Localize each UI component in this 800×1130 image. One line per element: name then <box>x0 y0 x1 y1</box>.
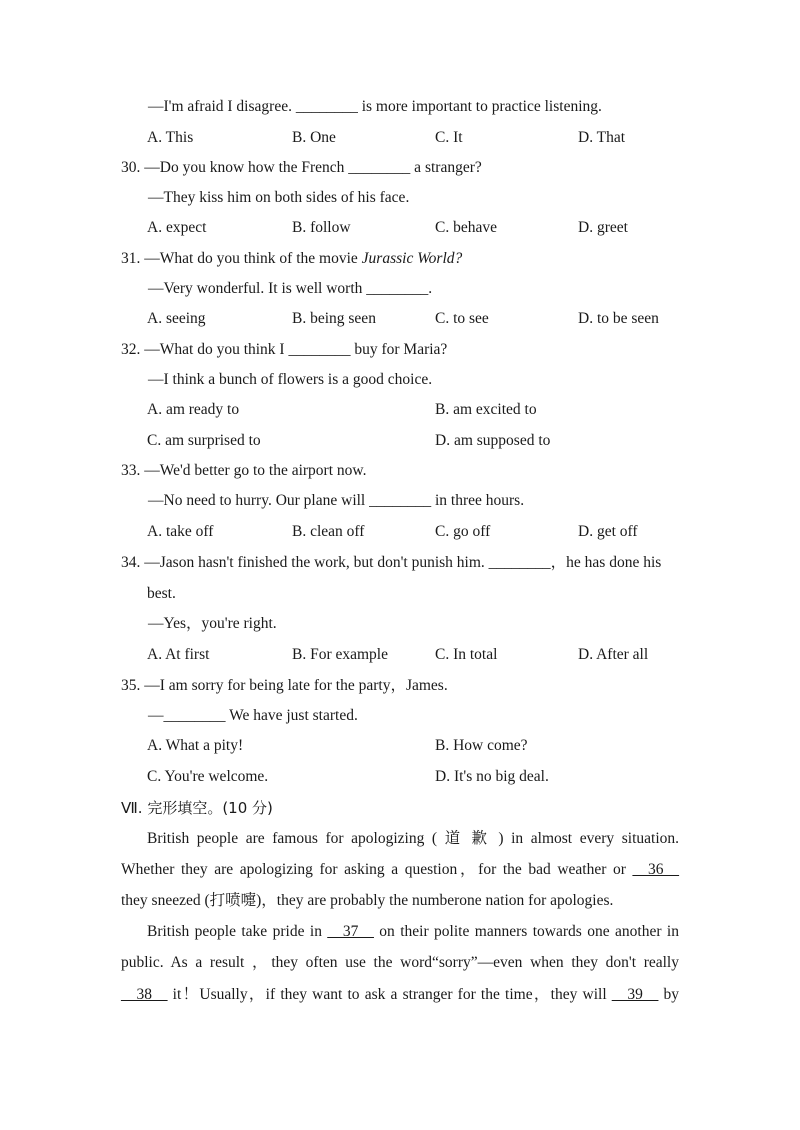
q32-question: 32. —What do you think I ________ buy for Maria? <box>121 341 448 358</box>
q33-question: 33. —We'd better go to the airport now. <box>121 462 367 479</box>
q32-option-a: A. am ready to <box>147 401 240 418</box>
q31-answer-line: —Very wonderful. It is well worth ________. <box>148 280 433 297</box>
passage-text: it！Usually，if they want to ask a stranger for the time，they will <box>167 986 612 1003</box>
q30-answer-line: —They kiss him on both sides of his face. <box>148 189 410 206</box>
q34-option-d: D. After all <box>578 646 649 663</box>
q35-option-d: D. It's no big deal. <box>435 768 549 785</box>
passage-text: by <box>658 986 679 1003</box>
passage-line <box>121 860 679 880</box>
q35-question: 35. —I am sorry for being late for the party，James. <box>121 677 448 694</box>
blank-38: __38__ <box>121 986 168 1003</box>
blank-39: __39__ <box>611 986 659 1003</box>
passage-line: British people are famous for apologizing ( 道 歉 ) in almost every situation. <box>147 830 679 847</box>
q31-option-b: B. being seen <box>292 310 376 327</box>
passage-line <box>121 985 679 1005</box>
blank-37: __37__ <box>327 923 374 940</box>
q33-option-b: B. clean off <box>292 523 365 540</box>
q34-option-a: A. At first <box>147 646 210 663</box>
q32-option-b: B. am excited to <box>435 401 537 418</box>
q34-answer-line: —Yes，you're right. <box>148 615 277 632</box>
q29-option-b: B. One <box>292 129 336 146</box>
q34-option-b: B. For example <box>292 646 388 663</box>
q29-answer-line: —I'm afraid I disagree. ________ is more important to practice listening. <box>148 98 602 115</box>
section-heading: Ⅶ. 完形填空。(10 分) <box>121 799 273 817</box>
q32-option-c: C. am surprised to <box>147 432 261 449</box>
q31-question-text: 31. —What do you think of the movie <box>121 250 362 267</box>
q31-option-d: D. to be seen <box>578 310 659 327</box>
passage-line: they sneezed (打喷嚏)，they are probably the numberone nation for apologies. <box>121 892 614 909</box>
q32-answer-line: —I think a bunch of flowers is a good choice. <box>148 371 433 388</box>
passage-line: public. As a result ，they often use the word“sorry”—even when they don't really <box>121 954 679 971</box>
q30-option-d: D. greet <box>578 219 628 236</box>
passage-text: on their polite manners towards one another in <box>373 923 679 940</box>
q32-option-d: D. am supposed to <box>435 432 551 449</box>
q31-movie-title: Jurassic World? <box>361 250 463 267</box>
blank-36: __36__ <box>632 861 679 878</box>
passage-text: British people take pride in <box>147 923 328 940</box>
q33-answer-line: —No need to hurry. Our plane will ________ in three hours. <box>148 492 525 509</box>
q34-question: 34. —Jason hasn't finished the work, but don't punish him. ________，he has done his <box>121 554 662 571</box>
passage-line <box>147 922 679 942</box>
q34-question-continued: best. <box>147 585 176 602</box>
q35-option-c: C. You're welcome. <box>147 768 269 785</box>
q30-question: 30. —Do you know how the French ________ a stranger? <box>121 159 482 176</box>
q31-option-c: C. to see <box>435 310 489 327</box>
q31-option-a: A. seeing <box>147 310 206 327</box>
q29-option-a: A. This <box>147 129 194 146</box>
q30-option-a: A. expect <box>147 219 207 236</box>
q33-option-a: A. take off <box>147 523 214 540</box>
q31-question <box>121 249 462 269</box>
q29-option-d: D. That <box>578 129 626 146</box>
q33-option-d: D. get off <box>578 523 638 540</box>
q35-option-b: B. How come? <box>435 737 528 754</box>
q29-option-c: C. It <box>435 129 463 146</box>
q33-option-c: C. go off <box>435 523 491 540</box>
q35-answer-line: —________ We have just started. <box>148 707 358 724</box>
q30-option-c: C. behave <box>435 219 497 236</box>
passage-text: Whether they are apologizing for asking a question，for the bad weather or <box>121 861 633 878</box>
q35-option-a: A. What a pity! <box>147 737 244 754</box>
q30-option-b: B. follow <box>292 219 351 236</box>
q34-option-c: C. In total <box>435 646 498 663</box>
